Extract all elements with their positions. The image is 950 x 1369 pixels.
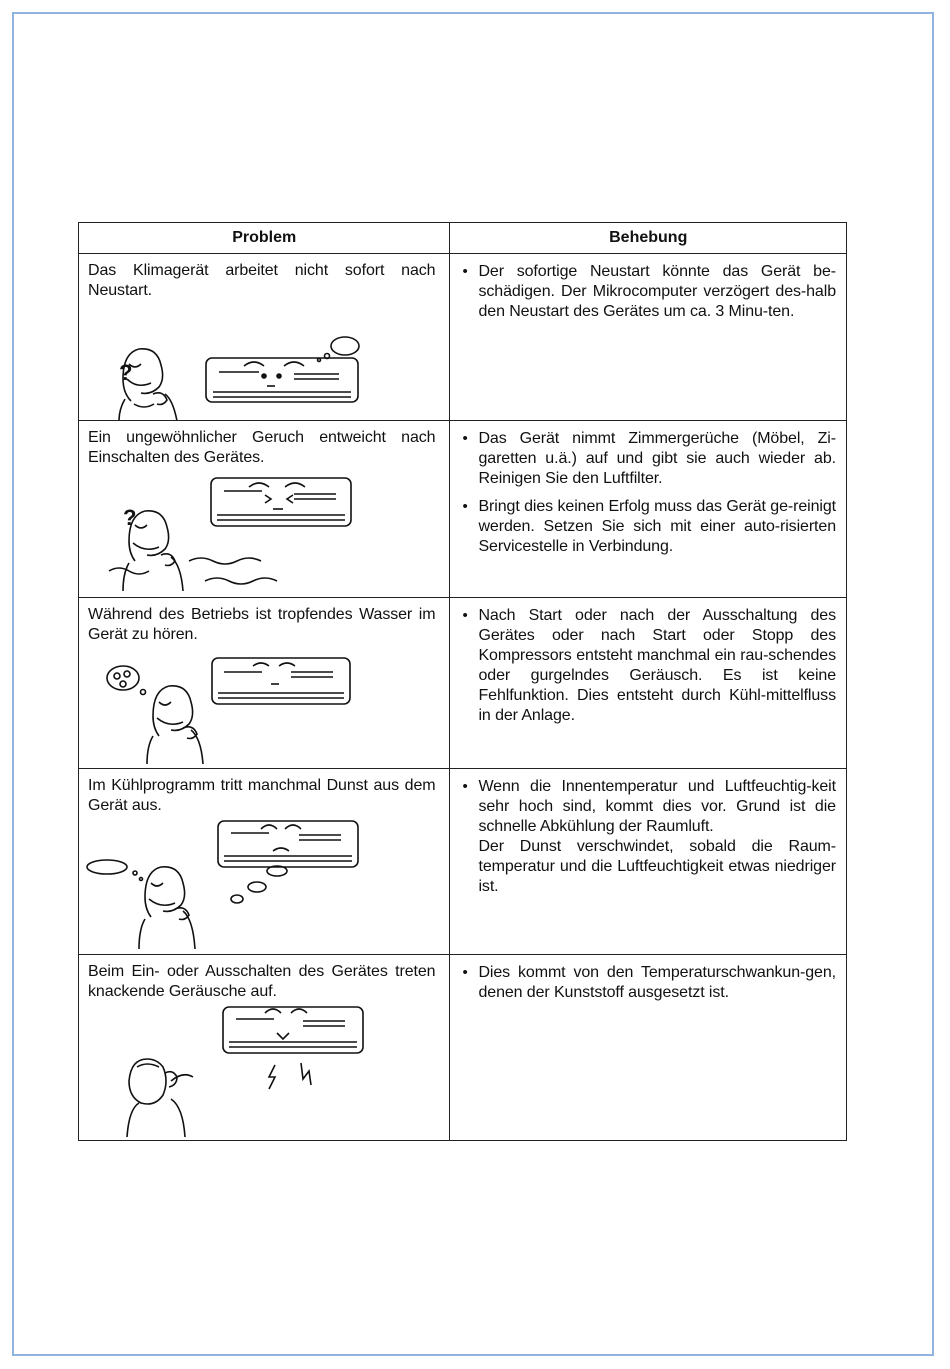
problem-text: Während des Betriebs ist tropfendes Wasser im Gerät zu hören. [88,606,436,643]
fix-item: • Bringt dies keinen Erfolg muss das Gerät ge-reinigt werden. Setzen Sie sich mit einer auto-risierten Servicestelle in Verbindung. [460,497,836,557]
fix-item: • Wenn die Innentemperatur und Luftfeuchtig-keit sehr hoch sind, kommt dies vor. Grund ist die schnelle Abkühlung der Raumluft. Der Dunst verschwindet, sobald die Raum-temperatur und die Luftfeuchtigkeit etwas niedriger ist. [460,777,836,897]
table-row [79,421,847,598]
fix-list [460,777,836,897]
illustration-water [79,598,450,768]
illustration-mist [79,769,450,954]
fix-cell [450,769,847,955]
fix-item: • Dies kommt von den Temperaturschwankun-gen, denen der Kunststoff ausgesetzt ist. [460,963,836,1003]
troubleshooting-table [78,222,847,1141]
problem-cell [79,955,450,1141]
table-row [79,254,847,421]
problem-text: Beim Ein- oder Ausschalten des Gerätes treten knackende Geräusche auf. [88,963,436,1000]
problem-text: Ein ungewöhnlicher Geruch entweicht nach Einschalten des Gerätes. [88,429,436,466]
fix-item: • Der sofortige Neustart könnte das Gerät be-schädigen. Der Mikrocomputer verzögert des-halb den Neustart des Gerätes um ca. 3 Minu-ten. [460,262,836,322]
question-mark: ? [123,505,137,530]
problem-cell [79,421,450,598]
fix-list [460,429,836,557]
problem-text: Das Klimagerät arbeitet nicht sofort nach Neustart. [88,262,436,299]
table-row [79,955,847,1141]
fix-cell [450,955,847,1141]
problem-text: Im Kühlprogramm tritt manchmal Dunst aus dem Gerät aus. [88,777,436,814]
illustration-cracking [79,955,450,1140]
fix-list [460,262,836,322]
fix-cell [450,598,847,769]
illustration-smell [79,421,450,597]
table-row [79,598,847,769]
problem-cell [79,598,450,769]
table-header-row [79,223,847,254]
fix-item: • Nach Start oder nach der Ausschaltung des Gerätes oder nach Start oder Stopp des Kompressors entsteht manchmal ein rau-schendes oder gurgelndes Geräusch. Es ist keine Fehlfunktion. Dies entsteht durch Kühl-mittelfluss in der Anlage. [460,606,836,726]
illustration-restart [79,254,450,420]
header-fix: Behebung [450,223,847,254]
problem-cell [79,254,450,421]
fix-list [460,963,836,1003]
problem-cell [79,769,450,955]
question-mark: ? [119,360,133,385]
fix-cell [450,421,847,598]
header-problem: Problem [79,223,450,254]
table-row [79,769,847,955]
fix-item: • Das Gerät nimmt Zimmergerüche (Möbel, Zi-garetten u.ä.) auf und gibt sie auch wieder ab. Reinigen Sie den Luftfilter. [460,429,836,489]
fix-cell [450,254,847,421]
fix-list [460,606,836,726]
